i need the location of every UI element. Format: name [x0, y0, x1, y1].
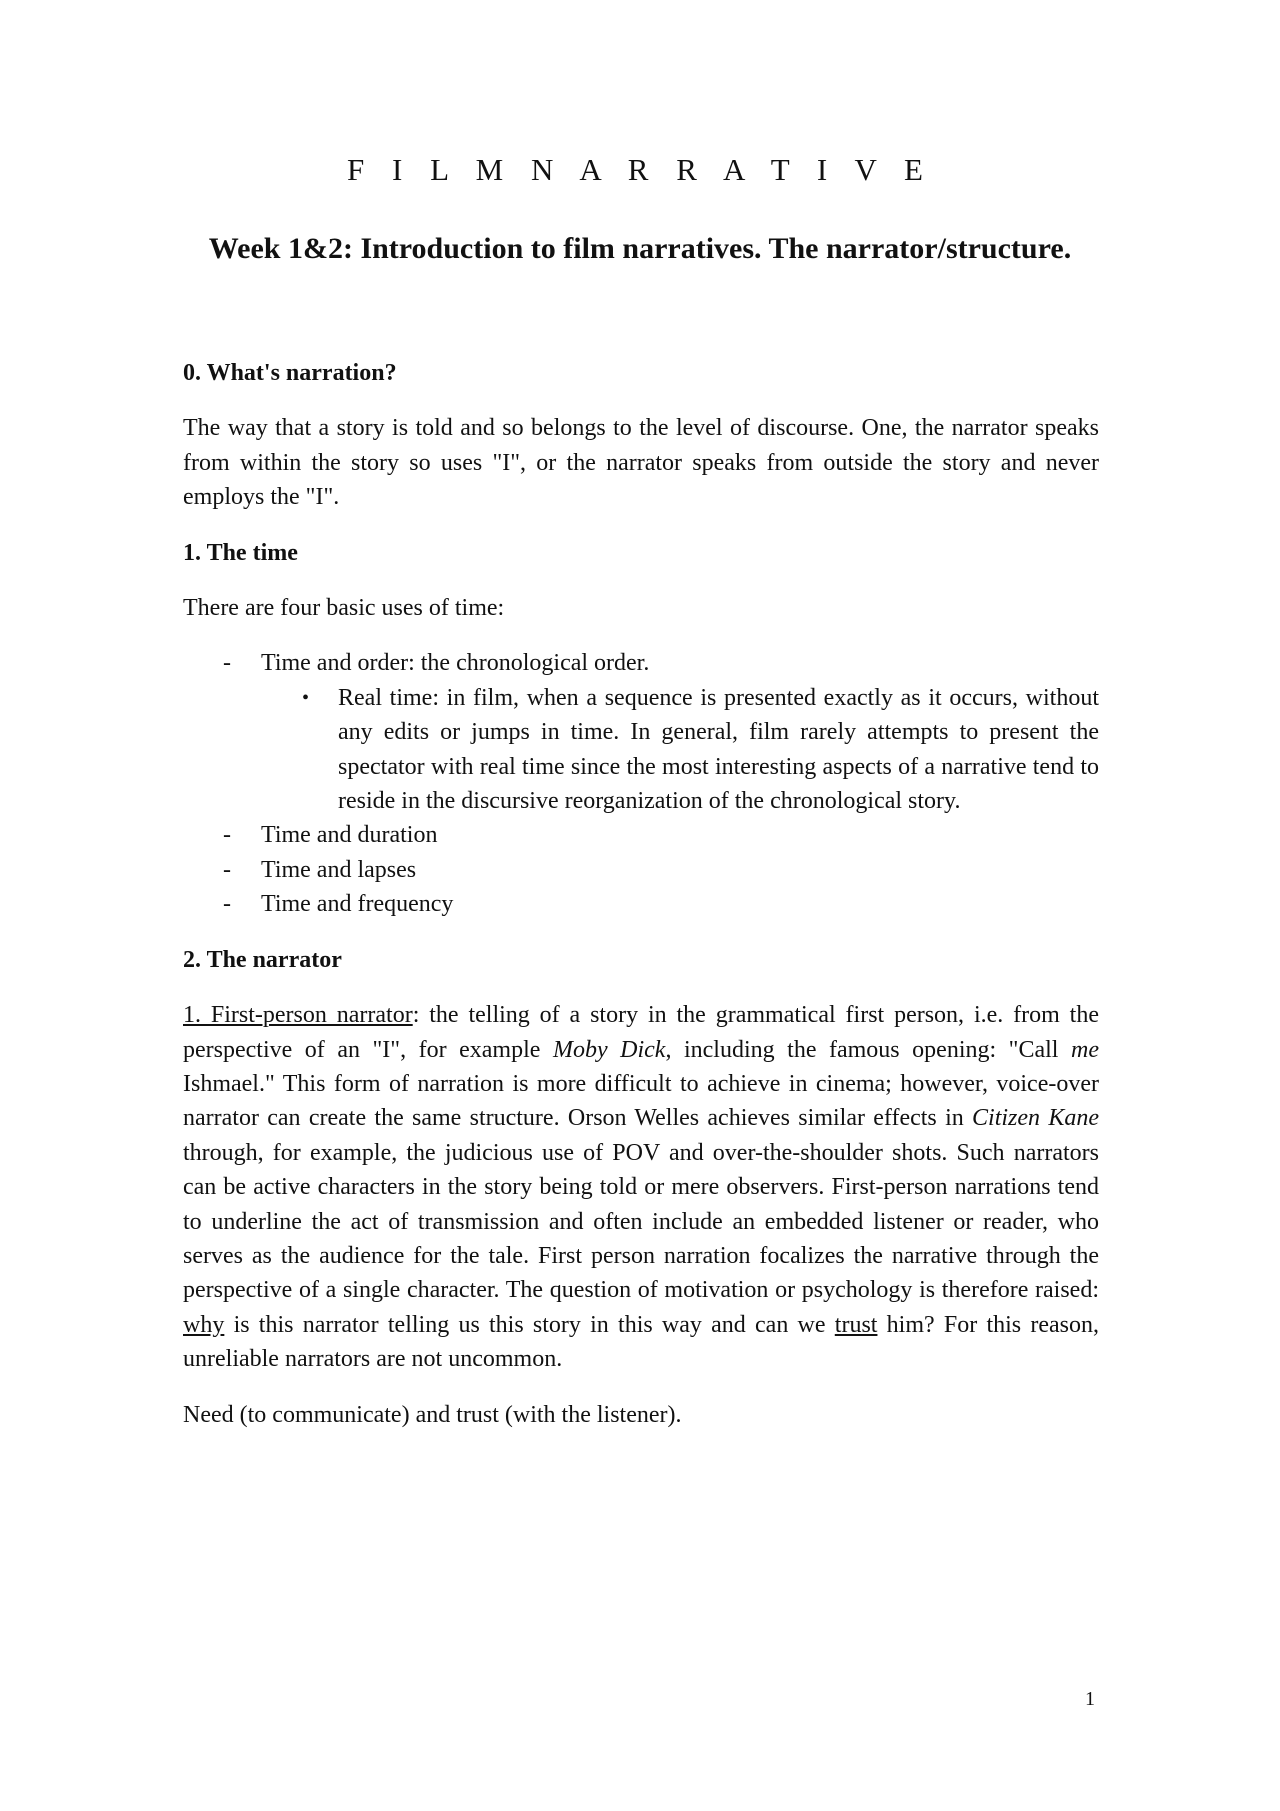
- dash-marker: -: [223, 822, 231, 849]
- sub-bullet-list: [261, 681, 1099, 819]
- dash-marker: -: [223, 891, 231, 918]
- list-item: [183, 818, 1099, 852]
- time-intro-paragraph: There are four basic uses of time:: [183, 595, 505, 622]
- need-trust-paragraph: Need (to communicate) and trust (with the listener).: [183, 1401, 682, 1428]
- dash-marker: -: [223, 650, 231, 677]
- list-item: [183, 646, 1099, 818]
- dash-marker: -: [223, 856, 231, 883]
- bullet-icon: •: [302, 686, 310, 709]
- list-item: [261, 681, 1099, 819]
- time-uses-list: [183, 646, 1099, 921]
- document-subtitle: Week 1&2: Introduction to film narratives. The narrator/structure.: [208, 232, 1072, 265]
- document-title: F I L M N A R R A T I V E: [347, 152, 933, 187]
- underlined-word-why: why: [183, 1311, 225, 1338]
- list-item-text: Time and frequency: [261, 891, 454, 918]
- underlined-word-trust: trust: [834, 1311, 878, 1338]
- page-number: 1: [1085, 1688, 1095, 1710]
- list-item: [183, 887, 1099, 921]
- section-heading-narrator: 2. The narrator: [183, 946, 342, 973]
- text-run: is this narrator telling us this story in this way and can we: [224, 1311, 835, 1338]
- document-body: [183, 356, 1099, 1453]
- section-heading-time: 1. The time: [183, 539, 298, 566]
- text-run: , including the famous opening: "Call: [665, 1036, 1072, 1063]
- italic-word-me: me: [1071, 1036, 1099, 1063]
- list-item-text: Time and order: the chronological order.: [261, 650, 650, 677]
- italic-title-citizen-kane: Citizen Kane: [972, 1105, 1099, 1132]
- list-item-text: Time and lapses: [261, 856, 417, 883]
- text-run: : the telling of a story in the grammatical first person, i.e. from the perspective of an "I", for example: [183, 1002, 1099, 1063]
- list-item-text: Time and duration: [261, 822, 438, 849]
- italic-title-moby-dick: Moby Dick: [552, 1036, 666, 1063]
- list-item-text: Real time: in film, when a sequence is presented exactly as it occurs, without any edits or jumps in time. In general, film rarely attempts to present the spectator with real time since the most interesting aspects of a narrative tend to reside in the discursive reorganization of the chronological story.: [338, 684, 1099, 815]
- narration-paragraph: The way that a story is told and so belongs to the level of discourse. One, the narrator speaks from within the story so uses "I", or the narrator speaks from outside the story and never employs the "I".: [183, 415, 1099, 511]
- section-heading-narration: 0. What's narration?: [183, 360, 397, 386]
- text-run: him? For this reason, unreliable narrators are not uncommon.: [183, 1311, 1100, 1373]
- list-item: [183, 853, 1099, 887]
- text-run: Ishmael." This form of narration is more difficult to achieve in cinema; however, voice-over narrator can create the same structure. Orson Welles achieves similar effects in: [183, 1070, 1099, 1132]
- text-run: through, for example, the judicious use of POV and over-the-shoulder shots. Such narrators can be active characters in the story being told or mere observers. First-person narrations tend to underline the act of transmission and often include an embedded listener or reader, who serves as the audience for the tale. First person narration focalizes the narrative through the perspective of a single character. The question of motivation or psychology is therefore raised:: [183, 1139, 1099, 1304]
- first-person-narrator-paragraph: [183, 998, 1099, 1376]
- first-person-narrator-label: 1. First-person narrator: [183, 1002, 413, 1029]
